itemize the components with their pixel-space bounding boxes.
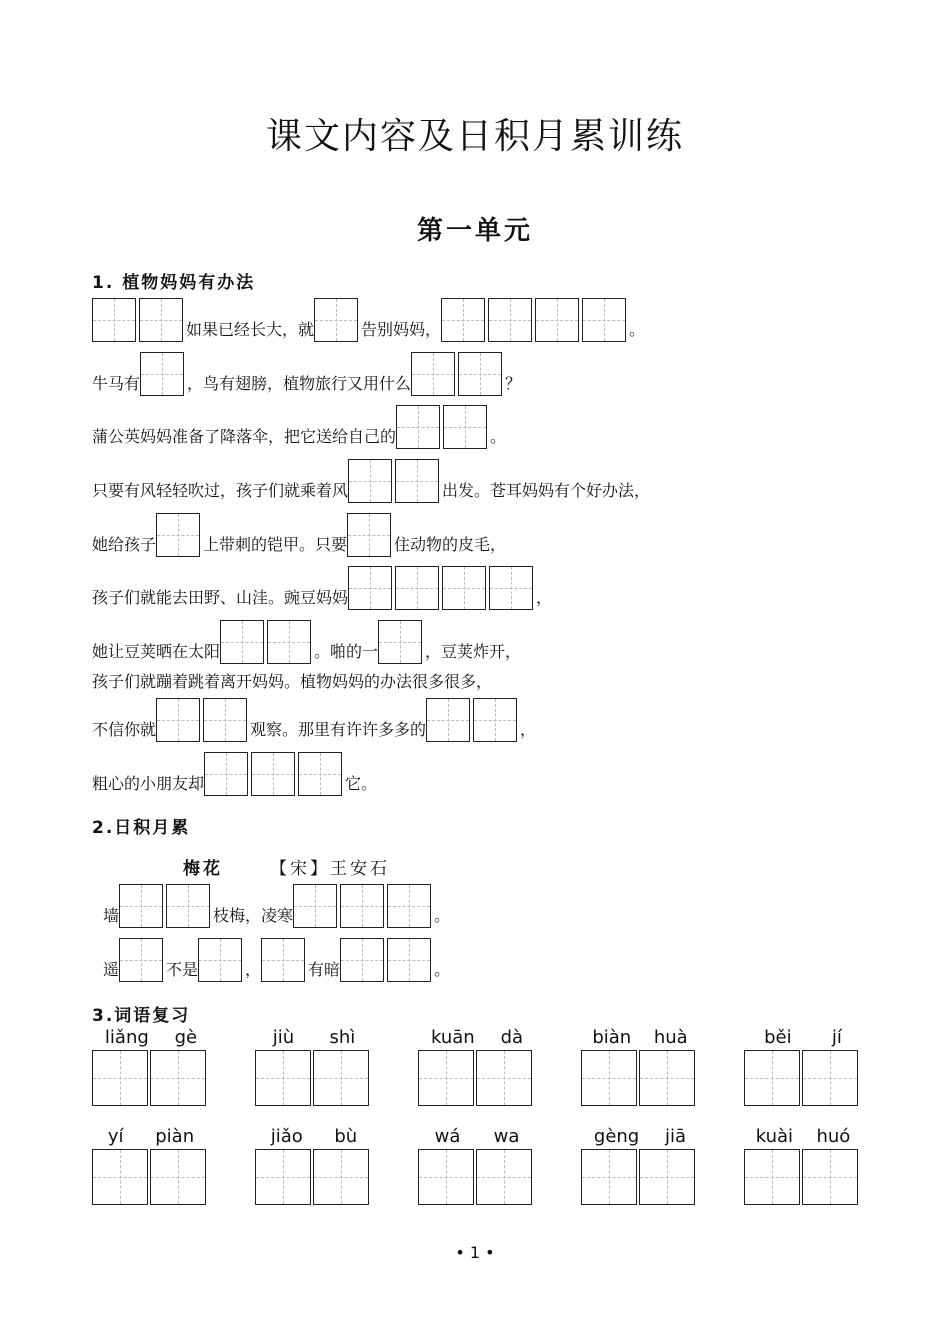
pinyin: gè	[174, 1027, 198, 1048]
poem-line	[103, 878, 450, 928]
line-text: ？	[505, 374, 522, 393]
answer-box[interactable]	[473, 698, 517, 742]
word-item	[92, 1026, 210, 1106]
answer-box[interactable]	[204, 752, 248, 796]
answer-box[interactable]	[458, 352, 502, 396]
line-text: 上带刺的铠甲。只要	[203, 535, 348, 554]
line-text: 粗心的小朋友却	[92, 774, 205, 793]
word-item	[418, 1125, 536, 1205]
answer-box[interactable]	[802, 1149, 858, 1205]
answer-box[interactable]	[395, 566, 439, 610]
pinyin: jiā	[665, 1126, 687, 1147]
answer-box[interactable]	[340, 884, 384, 928]
pinyin: huà	[653, 1027, 688, 1048]
answer-box[interactable]	[802, 1050, 858, 1106]
answer-box[interactable]	[639, 1050, 695, 1106]
line-text: 。	[434, 960, 451, 979]
answer-box[interactable]	[387, 884, 431, 928]
line-text: 不信你就	[92, 720, 157, 739]
answer-box[interactable]	[119, 938, 163, 982]
poem-title: 梅花	[183, 859, 223, 879]
page-title: 课文内容及日积月累训练	[265, 116, 684, 157]
answer-box[interactable]	[442, 566, 486, 610]
pinyin: jí	[831, 1027, 842, 1048]
answer-box[interactable]	[489, 566, 533, 610]
word-item	[255, 1125, 373, 1205]
line-text: ，豆荚炸开，	[425, 642, 522, 661]
answer-box[interactable]	[443, 405, 487, 449]
section1-line	[92, 746, 377, 796]
answer-box[interactable]	[156, 698, 200, 742]
line-text: ，	[536, 588, 553, 607]
answer-box[interactable]	[139, 298, 183, 342]
pinyin: yí	[107, 1126, 124, 1147]
answer-box[interactable]	[119, 884, 163, 928]
line-text: 她让豆荚晒在太阳	[92, 642, 221, 661]
line-text: 不是	[166, 960, 199, 979]
section1-line	[92, 692, 536, 742]
pinyin: biàn	[592, 1027, 632, 1048]
line-text: 。	[490, 427, 507, 446]
answer-box[interactable]	[255, 1050, 311, 1106]
answer-box[interactable]	[156, 513, 200, 557]
section1-line	[92, 346, 521, 396]
word-item	[418, 1026, 536, 1106]
answer-box[interactable]	[476, 1149, 532, 1205]
line-text: 出发。苍耳妈妈有个好办法，	[442, 481, 651, 500]
answer-box[interactable]	[313, 1050, 369, 1106]
answer-box[interactable]	[387, 938, 431, 982]
section1-line	[92, 560, 552, 610]
line-text: 住动物的皮毛，	[394, 535, 507, 554]
poem-author: 【宋】王安石	[270, 859, 390, 879]
pinyin: dà	[500, 1027, 524, 1048]
line-text: 只要有风轻轻吹过，孩子们就乘着风	[92, 481, 349, 500]
line-text: 观察。那里有许许多多的	[250, 720, 427, 739]
line-text: 牛马有	[92, 374, 141, 393]
section1-line	[92, 399, 506, 449]
line-text: 告别妈妈，	[361, 320, 442, 339]
line-text: 墙	[103, 906, 120, 925]
answer-box[interactable]	[140, 352, 184, 396]
line-text: 。	[629, 320, 646, 339]
pinyin: liǎng	[104, 1027, 149, 1048]
answer-box[interactable]	[348, 566, 392, 610]
answer-box[interactable]	[411, 352, 455, 396]
line-text: ，	[520, 720, 537, 739]
line-text: 枝梅，凌寒	[213, 906, 294, 925]
answer-box[interactable]	[251, 752, 295, 796]
answer-box[interactable]	[582, 298, 626, 342]
line-text: 。	[434, 906, 451, 925]
word-item	[581, 1125, 699, 1205]
answer-box[interactable]	[418, 1050, 474, 1106]
word-item	[92, 1125, 210, 1205]
pinyin: shì	[329, 1027, 356, 1048]
answer-box[interactable]	[395, 459, 439, 503]
answer-box[interactable]	[744, 1050, 800, 1106]
answer-box[interactable]	[396, 405, 440, 449]
answer-box[interactable]	[535, 298, 579, 342]
poem-line	[103, 932, 450, 982]
pinyin: wá	[434, 1126, 461, 1147]
page-number: • 1 •	[455, 1243, 495, 1262]
unit-heading: 第一单元	[416, 216, 533, 246]
answer-box[interactable]	[348, 459, 392, 503]
answer-box[interactable]	[313, 1149, 369, 1205]
section1-line	[92, 453, 650, 503]
pinyin: kuān	[430, 1027, 475, 1048]
section1-line	[92, 292, 645, 342]
line-text: 有暗	[308, 960, 341, 979]
answer-box[interactable]	[347, 513, 391, 557]
section3-heading: 3.词语复习	[92, 1006, 191, 1026]
section1-line	[92, 644, 492, 694]
answer-box[interactable]	[166, 884, 210, 928]
pinyin: jiù	[272, 1027, 295, 1048]
line-text: ，鸟有翅膀，植物旅行又用什么	[187, 374, 412, 393]
answer-box[interactable]	[298, 752, 342, 796]
answer-box[interactable]	[150, 1050, 206, 1106]
line-text: 。啪的一	[314, 642, 379, 661]
line-text: 她给孩子	[92, 535, 157, 554]
pinyin: jiǎo	[270, 1126, 303, 1147]
answer-box[interactable]	[476, 1050, 532, 1106]
answer-box[interactable]	[92, 1149, 148, 1205]
answer-box[interactable]	[581, 1050, 637, 1106]
word-item	[581, 1026, 699, 1106]
pinyin: bù	[334, 1126, 358, 1147]
answer-box[interactable]	[261, 938, 305, 982]
answer-box[interactable]	[150, 1149, 206, 1205]
answer-box[interactable]	[92, 1050, 148, 1106]
answer-box[interactable]	[255, 1149, 311, 1205]
answer-box[interactable]	[418, 1149, 474, 1205]
line-text: 遥	[103, 960, 120, 979]
pinyin: huó	[816, 1126, 851, 1147]
line-text: 如果已经长大，就	[186, 320, 315, 339]
answer-box[interactable]	[581, 1149, 637, 1205]
answer-box[interactable]	[203, 698, 247, 742]
answer-box[interactable]	[488, 298, 532, 342]
answer-box[interactable]	[198, 938, 242, 982]
answer-box[interactable]	[340, 938, 384, 982]
section1-heading: 1. 植物妈妈有办法	[92, 273, 256, 293]
word-item	[744, 1026, 862, 1106]
section1-line	[92, 507, 506, 557]
pinyin: gèng	[593, 1126, 640, 1147]
pinyin: běi	[764, 1027, 792, 1048]
line-text: 孩子们就能去田野、山洼。豌豆妈妈	[92, 588, 349, 607]
answer-box[interactable]	[314, 298, 358, 342]
line-text: ，	[245, 960, 262, 979]
line-text: 蒲公英妈妈准备了降落伞，把它送给自己的	[92, 427, 397, 446]
line-text: 孩子们就蹦着跳着离开妈妈。植物妈妈的办法很多很多，	[92, 672, 493, 691]
answer-box[interactable]	[293, 884, 337, 928]
word-item	[744, 1125, 862, 1205]
word-item	[255, 1026, 373, 1106]
answer-box[interactable]	[744, 1149, 800, 1205]
answer-box[interactable]	[441, 298, 485, 342]
answer-box[interactable]	[639, 1149, 695, 1205]
pinyin: piàn	[155, 1126, 195, 1147]
answer-box[interactable]	[426, 698, 470, 742]
section2-heading: 2.日积月累	[92, 818, 191, 838]
line-text: 它。	[345, 774, 378, 793]
pinyin: kuài	[755, 1126, 794, 1147]
answer-box[interactable]	[92, 298, 136, 342]
pinyin: wa	[493, 1126, 520, 1147]
